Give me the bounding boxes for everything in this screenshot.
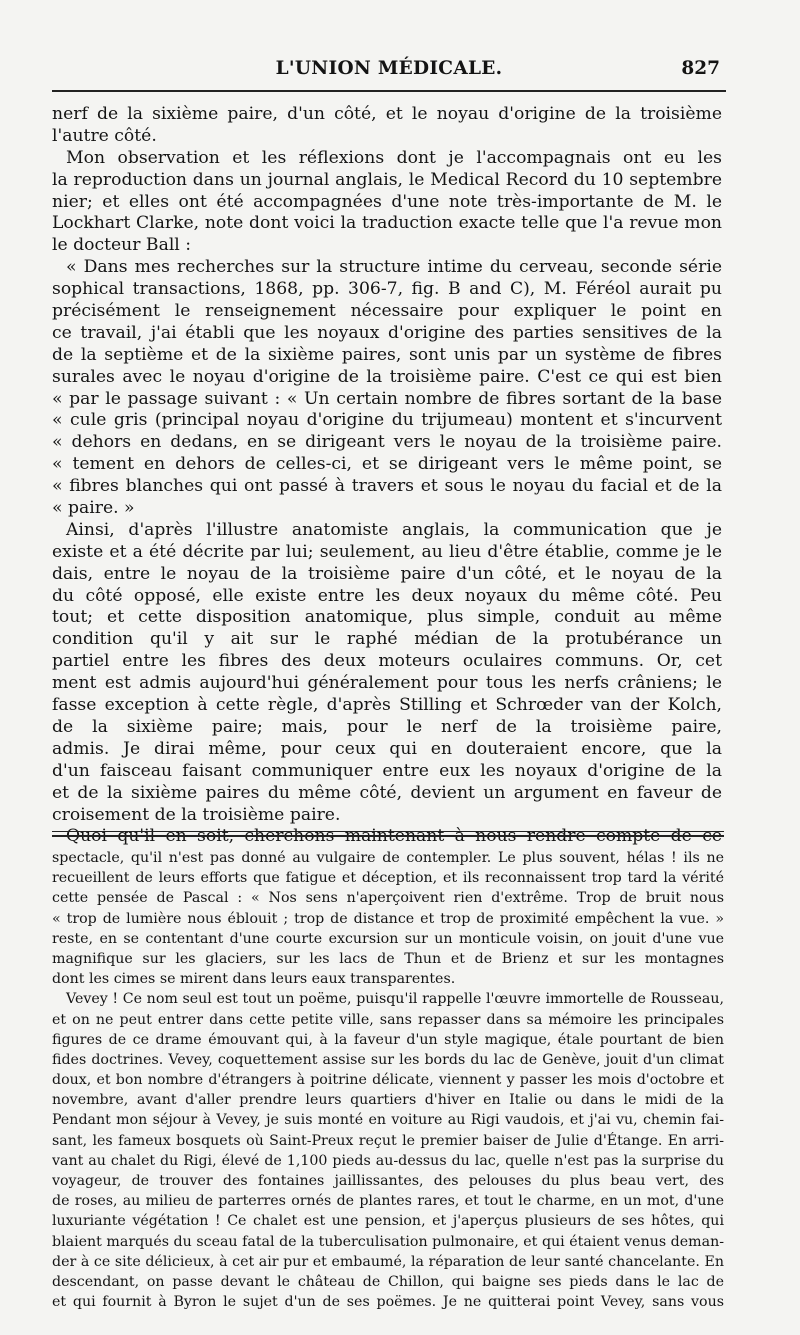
feuilleton-line: sant, les fameux bosquets où Saint-Preux reçut le premier baiser de Julie d'Étange. En arri- bbox=[52, 1132, 724, 1149]
main-text-line: Lockhart Clarke, note dont voici la traduction exacte telle que l'a revue mon bbox=[52, 213, 722, 234]
feuilleton-line: blaient marqués du sceau fatal de la tuberculisation pulmonaire, et qui étaient venus deman- bbox=[52, 1233, 724, 1250]
main-text-line: « cule gris (principal noyau d'origine du trijumeau) montent et s'incurvent bbox=[52, 410, 722, 431]
main-text-line: « dehors en dedans, en se dirigeant vers le noyau de la troisième paire. bbox=[52, 432, 722, 453]
main-text-line: nier; et elles ont été accompagnées d'une note très-importante de M. le bbox=[52, 191, 722, 212]
feuilleton-line: dont les cimes se mirent dans leurs eaux transparentes. bbox=[52, 971, 456, 988]
feuilleton-text bbox=[52, 848, 724, 1312]
feuilleton-line: Vevey ! Ce nom seul est tout un poëme, puisqu'il rappelle l'œuvre immortelle de Rousseau, bbox=[66, 991, 724, 1008]
main-text-line: Ainsi, d'après l'illustre anatomiste anglais, la communication que je bbox=[66, 519, 722, 540]
main-text-line: d'un faisceau faisant communiquer entre eux les noyaux d'origine de la bbox=[52, 760, 722, 781]
main-text-line: « tement en dehors de celles-ci, et se dirigeant vers le même point, se bbox=[52, 454, 722, 475]
feuilleton-line: spectacle, qu'il n'est pas donné au vulgaire de contempler. Le plus souvent, hélas ! ils ne bbox=[52, 850, 724, 866]
feuilleton-separator-thick bbox=[52, 835, 724, 837]
feuilleton-line: et on ne peut entrer dans cette petite ville, sans repasser dans sa mémoire les principales bbox=[52, 1011, 724, 1028]
header-rule bbox=[52, 90, 726, 92]
feuilleton-line: der à ce site délicieux, à cet air pur et embaumé, la réparation de leur santé chancelante. En bbox=[52, 1253, 724, 1270]
main-text-line: ce travail, j'ai établi que les noyaux d'origine des parties sensitives de la bbox=[52, 322, 722, 343]
main-text-line: condition qu'il y ait sur le raphé médian de la protubérance un bbox=[52, 629, 722, 650]
feuilleton-line: doux, et bon nombre d'étrangers à poitrine délicate, viennent y passer les mois d'octobre et bbox=[52, 1072, 724, 1089]
main-text-line: l'autre côté. bbox=[52, 125, 157, 146]
main-text-line: dais, entre le noyau de la troisième paire d'un côté, et le noyau de la bbox=[52, 563, 722, 584]
main-text-line: « par le passage suivant : « Un certain nombre de fibres sortant de la base bbox=[52, 388, 722, 409]
feuilleton-line: vant au chalet du Rigi, élevé de 1,100 pieds au-dessus du lac, quelle n'est pas la surprise du bbox=[52, 1152, 724, 1169]
main-text-line: la reproduction dans un journal anglais, le Medical Record du 10 septembre bbox=[52, 169, 722, 190]
main-text-line: sophical transactions, 1868, pp. 306-7, fig. B and C), M. Féréol aurait pu bbox=[52, 279, 722, 300]
main-text-line: et de la sixième paires du même côté, devient un argument en faveur de bbox=[52, 782, 722, 803]
feuilleton-line: descendant, on passe devant le château de Chillon, qui baigne ses pieds dans le lac de bbox=[52, 1273, 724, 1290]
feuilleton-line: magnifique sur les glaciers, sur les lacs de Thun et de Brienz et sur les montagnes bbox=[52, 950, 724, 967]
main-text-line: Quoi qu'il en soit, cherchons maintenant à nous rendre compte de ce bbox=[66, 826, 722, 847]
main-text-line: surales avec le noyau d'origine de la troisième paire. C'est ce qui est bien bbox=[52, 366, 722, 387]
main-text-line: du côté opposé, elle existe entre les deux noyaux du même côté. Peu bbox=[52, 585, 722, 606]
page-header bbox=[52, 58, 726, 88]
main-text-line: tout; et cette disposition anatomique, plus simple, conduit au même bbox=[52, 607, 722, 628]
main-text-line: de la septième et de la sixième paires, sont unis par un système de fibres bbox=[52, 344, 722, 365]
main-text-line: croisement de la troisième paire. bbox=[52, 804, 341, 825]
main-article-text bbox=[52, 104, 722, 848]
feuilleton-line: novembre, avant d'aller prendre leurs quartiers d'hiver en Italie ou dans le midi de la bbox=[52, 1092, 724, 1109]
main-text-line: partiel entre les fibres des deux moteurs oculaires communs. Or, cet bbox=[52, 651, 722, 672]
main-text-line: Mon observation et les réflexions dont je l'accompagnais ont eu les bbox=[66, 147, 722, 168]
main-text-line: admis. Je dirai même, pour ceux qui en douteraient encore, que la bbox=[52, 738, 722, 759]
main-text-line: « fibres blanches qui ont passé à travers et sous le noyau du facial et de la bbox=[52, 476, 722, 497]
feuilleton-line: cette pensée de Pascal : « Nos sens n'aperçoivent rien d'extrême. Trop de bruit nous bbox=[52, 890, 724, 907]
main-text-line: précisément le renseignement nécessaire pour expliquer le point en bbox=[52, 301, 722, 322]
feuilleton-line: Pendant mon séjour à Vevey, je suis monté en voiture au Rigi vaudois, et j'ai vu, chemin fai- bbox=[52, 1112, 724, 1129]
main-text-line: de la sixième paire; mais, pour le nerf de la troisième paire, bbox=[52, 716, 722, 737]
feuilleton-line: recueillent de leurs efforts que fatigue et déception, et ils reconnaissent trop tard la vérité bbox=[52, 870, 724, 887]
feuilleton-line: reste, en se contentant d'une courte excursion sur un monticule voisin, on jouit d'une vue bbox=[52, 930, 724, 947]
feuilleton-line: fides doctrines. Vevey, coquettement assise sur les bords du lac de Genève, jouit d'un climat bbox=[52, 1051, 724, 1068]
main-text-line: « Dans mes recherches sur la structure intime du cerveau, seconde série bbox=[66, 257, 722, 278]
main-text-line: fasse exception à cette règle, d'après Stilling et Schrœder van der Kolch, bbox=[52, 695, 722, 716]
page-number: 827 bbox=[681, 58, 720, 79]
feuilleton-line: « trop de lumière nous éblouit ; trop de distance et trop de proximité empêchent la vue. » bbox=[52, 910, 724, 927]
main-text-line: ment est admis aujourd'hui généralement pour tous les nerfs crâniens; le bbox=[52, 673, 722, 694]
feuilleton-separator-thin bbox=[52, 831, 724, 832]
main-text-line: existe et a été décrite par lui; seulement, au lieu d'être établie, comme je le bbox=[52, 541, 722, 562]
feuilleton-line: de roses, au milieu de parterres ornés de plantes rares, et tout le charme, en un mot, d'une bbox=[52, 1193, 724, 1210]
main-text-line: le docteur Ball : bbox=[52, 235, 192, 256]
main-text-line: nerf de la sixième paire, d'un côté, et le noyau d'origine de la troisième bbox=[52, 104, 722, 124]
running-title: L'UNION MÉDICALE. bbox=[275, 58, 503, 79]
feuilleton-line: figures de ce drame émouvant qui, à la faveur d'un style magique, étale pourtant de bien bbox=[52, 1031, 724, 1048]
feuilleton-line: voyageur, de trouver des fontaines jaillissantes, des pelouses du plus beau vert, des bbox=[52, 1173, 724, 1189]
main-text-line: « paire. » bbox=[52, 498, 135, 519]
feuilleton-line: luxuriante végétation ! Ce chalet est une pension, et j'aperçus plusieurs de ses hôtes, qui bbox=[52, 1213, 724, 1230]
feuilleton-line: et qui fournit à Byron le sujet d'un de ses poëmes. Je ne quitterai point Vevey, sans vous bbox=[52, 1294, 724, 1311]
